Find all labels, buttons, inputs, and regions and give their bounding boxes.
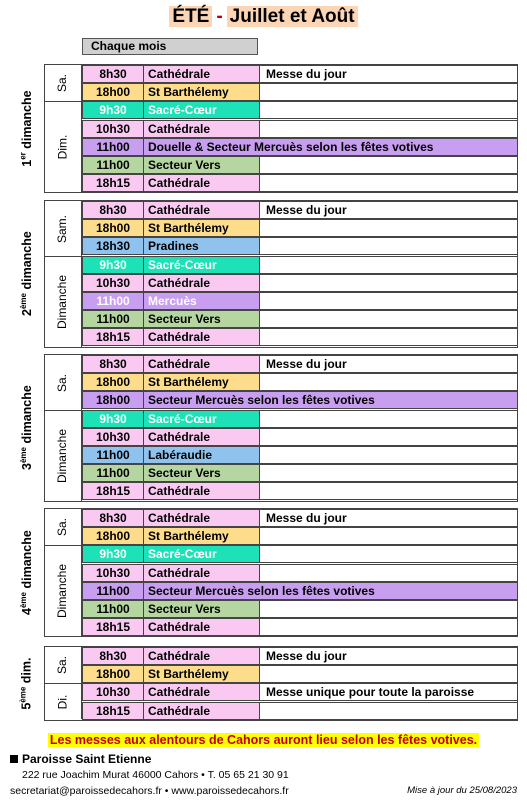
mass-note — [260, 464, 518, 482]
mass-place: Cathédrale — [144, 274, 260, 292]
mass-place: Cathédrale — [144, 65, 260, 83]
mass-place: Cathédrale — [144, 201, 260, 219]
mass-time: 11h00 — [82, 138, 144, 156]
mass-time: 10h30 — [82, 120, 144, 138]
mass-note — [260, 702, 518, 720]
mass-time: 18h00 — [82, 373, 144, 391]
mass-place: Secteur Vers — [144, 156, 260, 174]
mass-note — [260, 310, 518, 328]
mass-time: 11h00 — [82, 310, 144, 328]
day-label: Dim. — [44, 101, 82, 192]
mass-place: Secteur Mercuès selon les fêtes votives — [144, 582, 518, 600]
mass-place: Cathédrale — [144, 428, 260, 446]
day-label: Sa. — [44, 65, 82, 101]
mass-place: Secteur Mercuès selon les fêtes votives — [144, 391, 518, 409]
mass-time: 18h30 — [82, 237, 144, 255]
mass-note — [260, 219, 518, 237]
parish-name-text: Paroisse Saint Etienne — [22, 752, 152, 766]
mass-place: Secteur Vers — [144, 600, 260, 618]
mass-time: 9h30 — [82, 545, 144, 563]
mass-place: Cathédrale — [144, 120, 260, 138]
mass-note — [260, 83, 518, 101]
mass-place: St Barthélemy — [144, 527, 260, 545]
mass-place: Secteur Vers — [144, 310, 260, 328]
day-label: Di. — [44, 683, 82, 719]
mass-note: Messe du jour — [260, 355, 518, 373]
mass-note — [260, 174, 518, 192]
mass-place: Sacré-Cœur — [144, 545, 260, 563]
footer-message — [0, 733, 527, 747]
mass-time: 11h00 — [82, 464, 144, 482]
mass-place: Cathédrale — [144, 509, 260, 527]
parish-name — [10, 752, 151, 766]
sunday-label: 5ème dim. — [18, 657, 34, 710]
mass-time: 18h00 — [82, 83, 144, 101]
mass-time: 8h30 — [82, 65, 144, 83]
mass-note: Messe du jour — [260, 647, 518, 665]
mass-place: Cathédrale — [144, 618, 260, 636]
parish-contact: secretariat@paroissedecahors.fr • www.paroissedecahors.fr — [10, 785, 289, 797]
sunday-label: 4ème dimanche — [18, 530, 34, 615]
mass-note — [260, 237, 518, 255]
mass-time: 11h00 — [82, 446, 144, 464]
mass-time: 8h30 — [82, 509, 144, 527]
mass-time: 10h30 — [82, 564, 144, 582]
mass-place: Mercuès — [144, 292, 260, 310]
mass-note — [260, 446, 518, 464]
day-label: Sa. — [44, 647, 82, 683]
mass-time: 18h00 — [82, 527, 144, 545]
footer-message-text: Les messes aux alentours de Cahors auront lieu selon les fêtes votives. — [49, 733, 478, 747]
mass-time: 18h15 — [82, 328, 144, 346]
months-label: Juillet et Août — [227, 6, 358, 27]
mass-place: Sacré-Cœur — [144, 101, 260, 119]
mass-place: Sacré-Cœur — [144, 256, 260, 274]
mass-time: 18h00 — [82, 665, 144, 683]
mass-note — [260, 120, 518, 138]
mass-time: 8h30 — [82, 355, 144, 373]
mass-place: Labéraudie — [144, 446, 260, 464]
title-dash: - — [216, 6, 223, 27]
mass-note — [260, 527, 518, 545]
mass-time: 10h30 — [82, 428, 144, 446]
chaque-mois-header: Chaque mois — [82, 38, 258, 55]
mass-time: 18h15 — [82, 618, 144, 636]
mass-place: St Barthélemy — [144, 665, 260, 683]
mass-note — [260, 410, 518, 428]
mass-note: Messe du jour — [260, 509, 518, 527]
mass-time: 18h00 — [82, 391, 144, 409]
day-label: Sa. — [44, 355, 82, 410]
mass-note — [260, 292, 518, 310]
sunday-label: 1er dimanche — [18, 90, 34, 167]
mass-time: 10h30 — [82, 683, 144, 701]
mass-place: Secteur Vers — [144, 464, 260, 482]
mass-time: 11h00 — [82, 582, 144, 600]
mass-time: 18h15 — [82, 174, 144, 192]
mass-note — [260, 428, 518, 446]
day-label: Sam. — [44, 201, 82, 256]
mass-note — [260, 564, 518, 582]
mass-time: 11h00 — [82, 156, 144, 174]
mass-time: 9h30 — [82, 256, 144, 274]
page-title — [0, 4, 527, 30]
mass-time: 18h15 — [82, 702, 144, 720]
mass-place: Cathédrale — [144, 647, 260, 665]
mass-note — [260, 482, 518, 500]
mass-place: St Barthélemy — [144, 373, 260, 391]
day-label: Sa. — [44, 509, 82, 545]
mass-time: 9h30 — [82, 410, 144, 428]
mass-place: Cathédrale — [144, 683, 260, 701]
mass-time: 18h15 — [82, 482, 144, 500]
mass-time: 11h00 — [82, 292, 144, 310]
square-bullet-icon — [10, 755, 18, 763]
day-label: Dimanche — [44, 256, 82, 347]
mass-time: 18h00 — [82, 219, 144, 237]
parish-address: 222 rue Joachim Murat 46000 Cahors • T. 05 65 21 30 91 — [22, 769, 289, 781]
mass-place: Cathédrale — [144, 482, 260, 500]
mass-place: Cathédrale — [144, 174, 260, 192]
mass-place: Cathédrale — [144, 355, 260, 373]
mass-note — [260, 274, 518, 292]
mass-time: 10h30 — [82, 274, 144, 292]
mass-time: 8h30 — [82, 647, 144, 665]
update-date: Mise à jour du 25/08/2023 — [407, 785, 517, 796]
mass-place: Sacré-Cœur — [144, 410, 260, 428]
day-label: Dimanche — [44, 545, 82, 636]
mass-note — [260, 256, 518, 274]
mass-note — [260, 156, 518, 174]
mass-place: Cathédrale — [144, 328, 260, 346]
mass-place: Pradines — [144, 237, 260, 255]
mass-note — [260, 600, 518, 618]
mass-place: Cathédrale — [144, 702, 260, 720]
mass-note: Messe du jour — [260, 201, 518, 219]
mass-note: Messe du jour — [260, 65, 518, 83]
mass-note — [260, 618, 518, 636]
mass-note — [260, 545, 518, 563]
sunday-label: 2ème dimanche — [18, 231, 34, 317]
day-label: Dimanche — [44, 410, 82, 501]
mass-note: Messe unique pour toute la paroisse — [260, 683, 518, 701]
mass-place: St Barthélemy — [144, 219, 260, 237]
mass-note — [260, 665, 518, 683]
season-label: ÉTÉ — [169, 6, 212, 27]
mass-note — [260, 101, 518, 119]
mass-time: 9h30 — [82, 101, 144, 119]
mass-note — [260, 328, 518, 346]
mass-place: St Barthélemy — [144, 83, 260, 101]
mass-note — [260, 373, 518, 391]
mass-time: 8h30 — [82, 201, 144, 219]
mass-time: 11h00 — [82, 600, 144, 618]
mass-place: Douelle & Secteur Mercuès selon les fêtes votives — [144, 138, 518, 156]
mass-place: Cathédrale — [144, 564, 260, 582]
sunday-label: 3ème dimanche — [18, 385, 34, 471]
